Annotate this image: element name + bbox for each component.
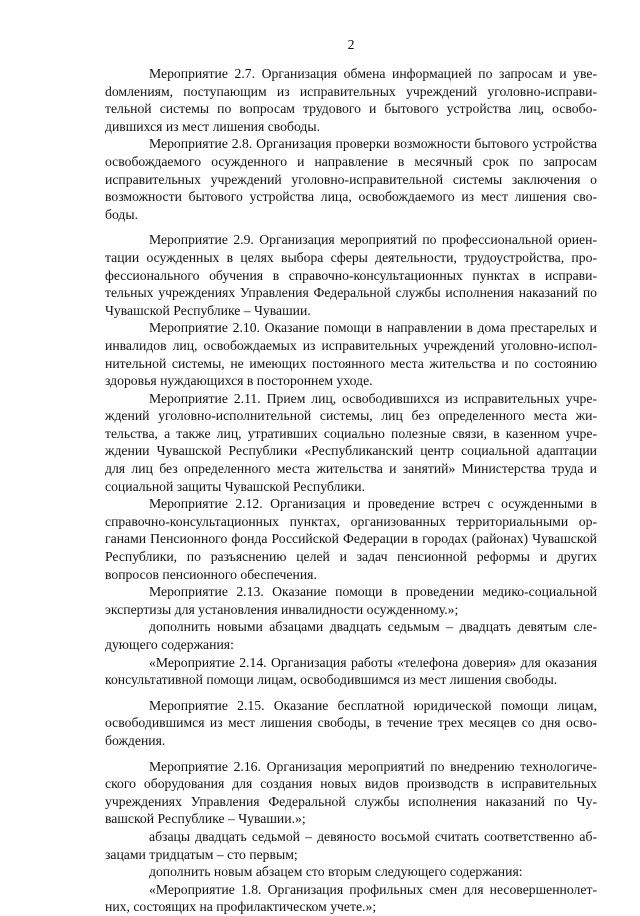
document-page [105, 36, 597, 916]
paragraph-measure-2-9: Мероприятие 2.9. Организация мероприятий по профессиональной ориентации осужденных в целях выбора сферы деятельности, трудоустройства, профессионального обучения в справочно-консультационных пунктах в исправительных учреждениях Управления Федеральной службы исполнения наказаний по Чувашской Республике – Чувашии. [105, 232, 597, 318]
paragraph-measure-2-16: Мероприятие 2.16. Организация мероприятий по внедрению технологического оборудования для создания новых видов производств в исправительных учреждениях Управления Федеральной службы исполнения наказаний по Чувашской Республике – Чувашии.»; [105, 758, 597, 827]
paragraph-measure-2-14: «Мероприятие 2.14. Организация работы «телефона доверия» для оказания консультативной помощи лицам, освободившимся из мест лишения свободы. [105, 654, 597, 688]
paragraph-measure-1-8: «Мероприятие 1.8. Организация профильных смен для несовершеннолетних, состоящих на профилактическом учете.»; [105, 881, 597, 915]
paragraph-measure-2-8: Мероприятие 2.8. Организация проверки возможности бытового устройства освобождаемого осужденного и направление в месячный срок по запросам исправительных учреждений уголовно-исправительной системы заключения о возможности бытового устройства лица, освобождаемого из мест лишения свободы. [105, 136, 597, 222]
page-number: 2 [347, 37, 355, 52]
paragraph-amend-renumber: абзацы двадцать седьмой – девяносто восьмой считать соответственно абзацами тридцатым – сто первым; [105, 828, 597, 862]
paragraph-measure-2-13: Мероприятие 2.13. Оказание помощи в проведении медико-социальной экспертизы для установления инвалидности осужденному.»; [105, 584, 597, 617]
paragraph-measure-2-12: Мероприятие 2.12. Организация и проведение встреч с осужденными в справочно-консультационных пунктах, организованных территориальными органами Пенсионного фонда Российской Федерации в городах (районах) Чувашской Республики, по разъяснению целей и задач пенсионной реформы и других вопросов пенсионного обеспечения. [105, 496, 597, 582]
paragraph-measure-2-11: Мероприятие 2.11. Прием лиц, освободившихся из исправительных учреждений уголовно-исполнительной системы, лиц без определенного места жительства, а также лиц, утративших социально полезные связи, в казенном учреждении Чувашской Республики «Республиканский центр социальной адаптации для лиц без определенного места жительства и занятий» Министерства труда и социальной защиты Чувашской Республики. [105, 390, 597, 494]
paragraph-measure-2-10: Мероприятие 2.10. Оказание помощи в направлении в дома престарелых и инвалидов лиц, освобождаемых из исправительных учреждений уголовно-исполнительной системы, не имеющих постоянного места жительства и по состоянию здоровья нуждающихся в постороннем уходе. [105, 320, 597, 389]
paragraph-measure-2-15: Мероприятие 2.15. Оказание бесплатной юридической помощи лицам, освободившимся из мест лишения свободы, в течение трех месяцев со дня освобождения. [105, 697, 597, 748]
paragraph-amend-add-27-29: дополнить новыми абзацами двадцать седьмым – двадцать девятым следующего содержания: [105, 619, 597, 652]
paragraph-measure-2-7: Мероприятие 2.7. Организация обмена информацией по запросам и увеdомлениям, поступающим из исправительных учреждений уголовно-исправительной системы по вопросам трудового и бытового устройства лиц, освободившихся из мест лишения свободы. [105, 66, 597, 134]
paragraph-amend-add-102: дополнить новым абзацем сто вторым следующего содержания: [149, 864, 523, 880]
